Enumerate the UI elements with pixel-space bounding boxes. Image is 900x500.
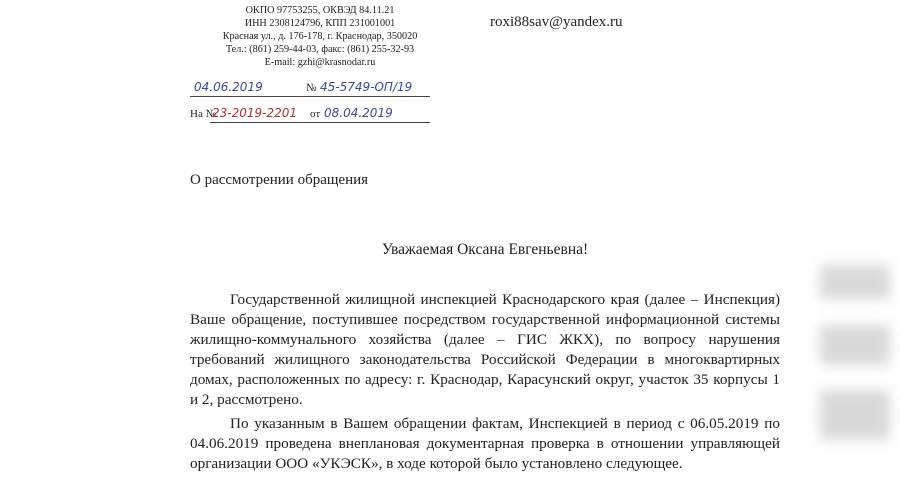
requisite-line: Тел.: (861) 259-44-03, факс: (861) 255-32-93 (225, 44, 415, 55)
body-paragraph: Государственной жилищной инспекцией Краснодарского края (далее – Инспекция) Ваше обращение, поступившее посредством государственной информационной системы жилищно-коммунального хозяйства (далее – ГИС ЖКХ), по вопросу нарушения требований жилищного законодательства Российской Федерации в многоквартирных домах, расположенных по адресу: г. Краснодар, Карасунский округ, участок 35 корпусы 1 и 2, рассмотрено. (190, 291, 780, 408)
greeting: Уважаемая Оксана Евгеньевна! (381, 241, 589, 258)
reference-line (190, 106, 430, 124)
organization-requisites (190, 4, 450, 69)
letter-subject: О рассмотрении обращения (190, 172, 369, 188)
requisite-line: ИНН 2308124796, КПП 231001001 (244, 18, 396, 29)
requisite-line: ОКПО 97753255, ОКВЭД 84.11.21 (245, 5, 395, 16)
redacted-area (820, 325, 890, 365)
body-paragraph: По указанным в Вашем обращении фактам, Инспекцией в период с 06.05.2019 по 04.06.2019 проведена внеплановая документарная проверка в отношении управляющей организации ООО «УКЭСК», в ходе которой было установлено следующее. (190, 415, 780, 472)
underline (190, 96, 430, 97)
redacted-area (820, 265, 890, 299)
recipient-email: roxi88sav@yandex.ru (490, 14, 623, 30)
outgoing-number-line (190, 80, 430, 98)
outgoing-date: 04.06.2019 (194, 80, 263, 94)
reference-number: 23-2019-2201 (212, 106, 298, 120)
reference-from-label: от (310, 108, 321, 120)
requisite-line: E-mail: gzhi@krasnodar.ru (264, 57, 376, 68)
requisite-line: Красная ул., д. 176-178, г. Краснодар, 350020 (222, 31, 418, 42)
underline (210, 122, 430, 123)
reference-label: На № (190, 108, 217, 120)
reference-date: 08.04.2019 (324, 106, 393, 120)
outgoing-number: 45-5749-ОП/19 (320, 80, 413, 94)
letter-body (190, 290, 780, 478)
number-label: № (306, 82, 317, 94)
redacted-area (820, 390, 890, 440)
